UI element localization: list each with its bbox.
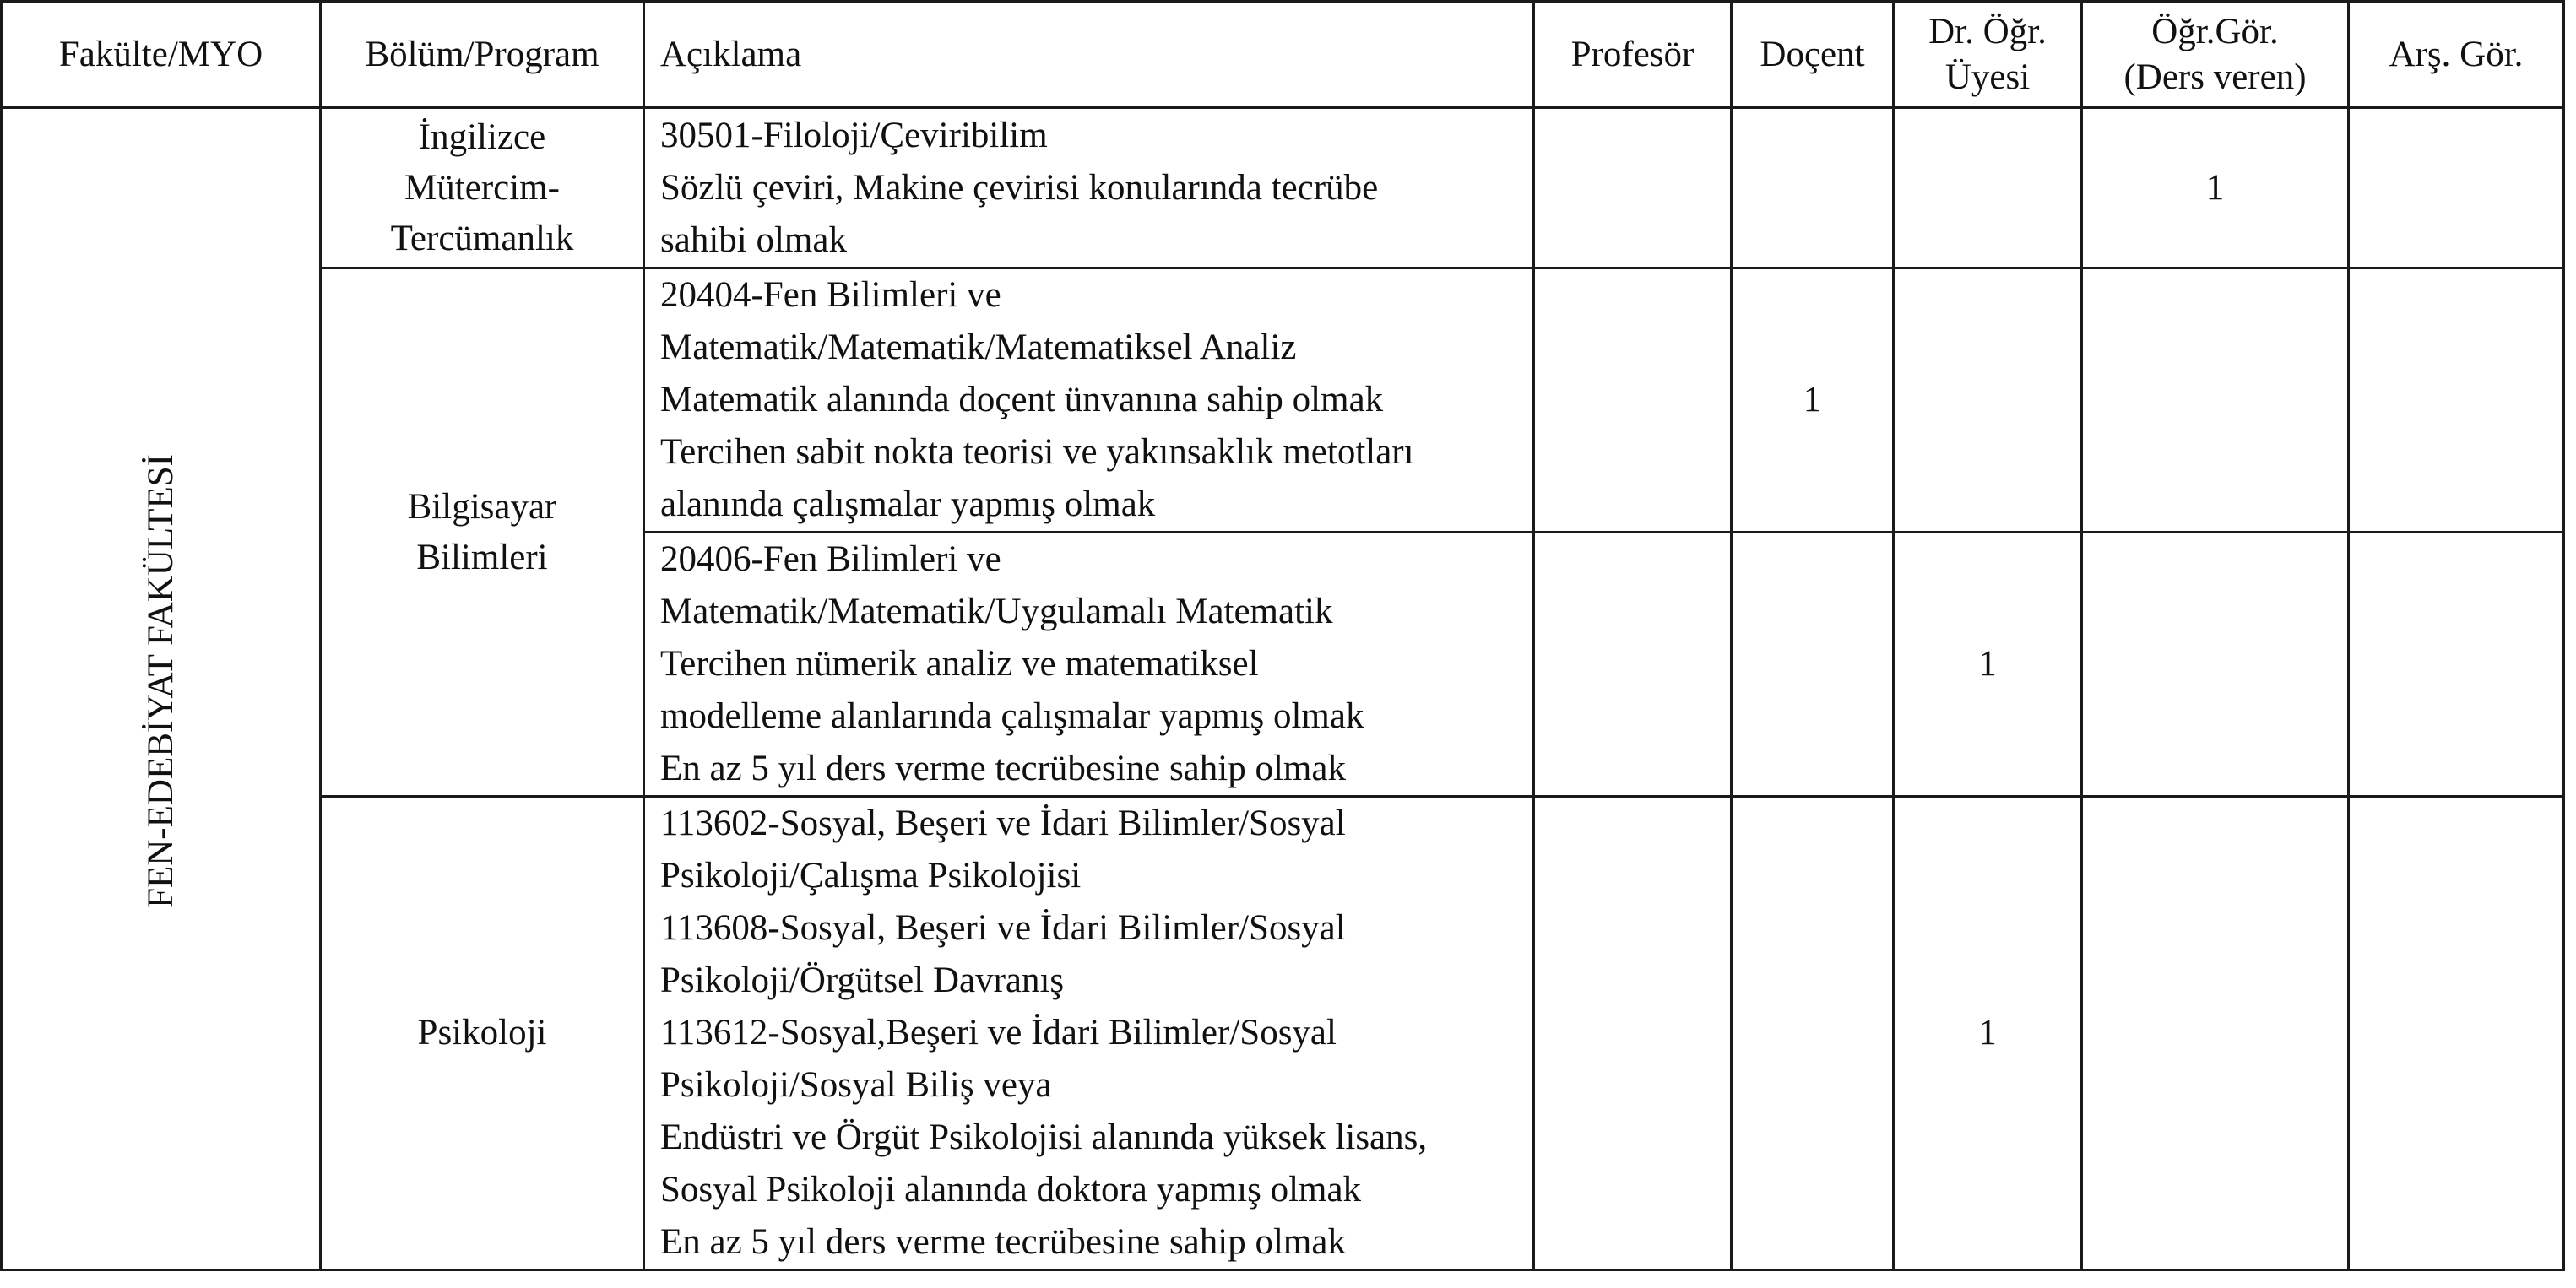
description-line: 30501-Filoloji/Çeviribilim xyxy=(660,115,1048,155)
professor-count xyxy=(1534,797,1732,1270)
research-count xyxy=(2349,108,2564,268)
professor-count xyxy=(1534,108,1732,268)
assistant-count xyxy=(1894,268,2082,533)
professor-count xyxy=(1534,268,1732,533)
header-lecturer-line1: Öğr.Gör. xyxy=(2151,11,2279,51)
header-description: Açıklama xyxy=(644,2,1534,108)
description-line: alanında çalışmalar yapmış olmak xyxy=(660,484,1156,524)
faculty-cell xyxy=(2,108,321,1270)
program-cell-cs xyxy=(321,268,644,797)
description-cell xyxy=(644,533,1534,797)
assistant-count: 1 xyxy=(1894,797,2082,1270)
description-line: Endüstri ve Örgüt Psikolojisi alanında yüksek lisans, xyxy=(660,1118,1428,1157)
description-line: Tercihen nümerik analiz ve matematiksel xyxy=(660,644,1259,684)
description-line: Psikoloji/Sosyal Biliş veya xyxy=(660,1065,1052,1105)
header-faculty: Fakülte/MYO xyxy=(2,2,321,108)
description-line: Sosyal Psikoloji alanında doktora yapmış olmak xyxy=(660,1170,1362,1210)
program-english-line3: Tercümanlık xyxy=(390,218,574,258)
professor-count xyxy=(1534,533,1732,797)
program-english-line1: İngilizce xyxy=(418,116,546,157)
description-line: Matematik alanında doçent ünvanına sahip olmak xyxy=(660,380,1384,419)
lecturer-count: 1 xyxy=(2082,108,2349,268)
description-line: En az 5 yıl ders verme tecrübesine sahip olmak xyxy=(660,1222,1346,1262)
faculty-name: FEN-EDEBİYAT FAKÜLTESİ xyxy=(140,454,181,908)
program-english-line2: Mütercim- xyxy=(404,167,560,208)
description-line: 113608-Sosyal, Beşeri ve İdari Bilimler/Sosyal xyxy=(660,908,1346,948)
program-cell-english xyxy=(321,108,644,268)
program-psych-line1: Psikoloji xyxy=(417,1013,547,1053)
description-line: sahibi olmak xyxy=(660,219,847,260)
description-cell xyxy=(644,797,1534,1270)
header-lecturer-line2: (Ders veren) xyxy=(2123,57,2307,97)
program-cell-psych xyxy=(321,797,644,1270)
table-row xyxy=(2,797,2564,1270)
program-cs-line2: Bilimleri xyxy=(416,537,548,577)
header-program: Bölüm/Program xyxy=(321,2,644,108)
header-research: Arş. Gör. xyxy=(2349,2,2564,108)
associate-count xyxy=(1732,108,1894,268)
description-line: Sözlü çeviri, Makine çevirisi konularında tecrübe xyxy=(660,167,1379,208)
header-associate: Doçent xyxy=(1732,2,1894,108)
table-row xyxy=(2,268,2564,533)
lecturer-count xyxy=(2082,268,2349,533)
associate-count: 1 xyxy=(1732,268,1894,533)
associate-count xyxy=(1732,533,1894,797)
lecturer-count xyxy=(2082,797,2349,1270)
header-row xyxy=(2,2,2564,108)
research-count xyxy=(2349,533,2564,797)
description-line: Psikoloji/Örgütsel Davranış xyxy=(660,961,1065,1000)
header-lecturer xyxy=(2082,2,2349,108)
description-line: Matematik/Matematik/Matematiksel Analiz xyxy=(660,327,1297,367)
header-assistant xyxy=(1894,2,2082,108)
table-row xyxy=(2,108,2564,268)
associate-count xyxy=(1732,797,1894,1270)
header-assistant-line1: Dr. Öğr. xyxy=(1928,11,2047,51)
description-line: 20404-Fen Bilimleri ve xyxy=(660,275,1001,315)
program-cs-line1: Bilgisayar xyxy=(407,486,557,527)
research-count xyxy=(2349,797,2564,1270)
assistant-count xyxy=(1894,108,2082,268)
description-line: modelleme alanlarında çalışmalar yapmış olmak xyxy=(660,696,1364,736)
description-cell xyxy=(644,268,1534,533)
lecturer-count xyxy=(2082,533,2349,797)
research-count xyxy=(2349,268,2564,533)
description-line: Psikoloji/Çalışma Psikolojisi xyxy=(660,856,1082,896)
description-line: 113612-Sosyal,Beşeri ve İdari Bilimler/Sosyal xyxy=(660,1013,1337,1053)
description-line: Tercihen sabit nokta teorisi ve yakınsaklık metotları xyxy=(660,432,1414,472)
description-line: 113602-Sosyal, Beşeri ve İdari Bilimler/Sosyal xyxy=(660,804,1346,843)
description-line: 20406-Fen Bilimleri ve xyxy=(660,539,1001,579)
description-line: En az 5 yıl ders verme tecrübesine sahip olmak xyxy=(660,749,1346,788)
description-cell xyxy=(644,108,1534,268)
header-professor: Profesör xyxy=(1534,2,1732,108)
description-line: Matematik/Matematik/Uygulamalı Matematik xyxy=(660,592,1333,631)
assistant-count: 1 xyxy=(1894,533,2082,797)
header-assistant-line2: Üyesi xyxy=(1944,57,2031,97)
